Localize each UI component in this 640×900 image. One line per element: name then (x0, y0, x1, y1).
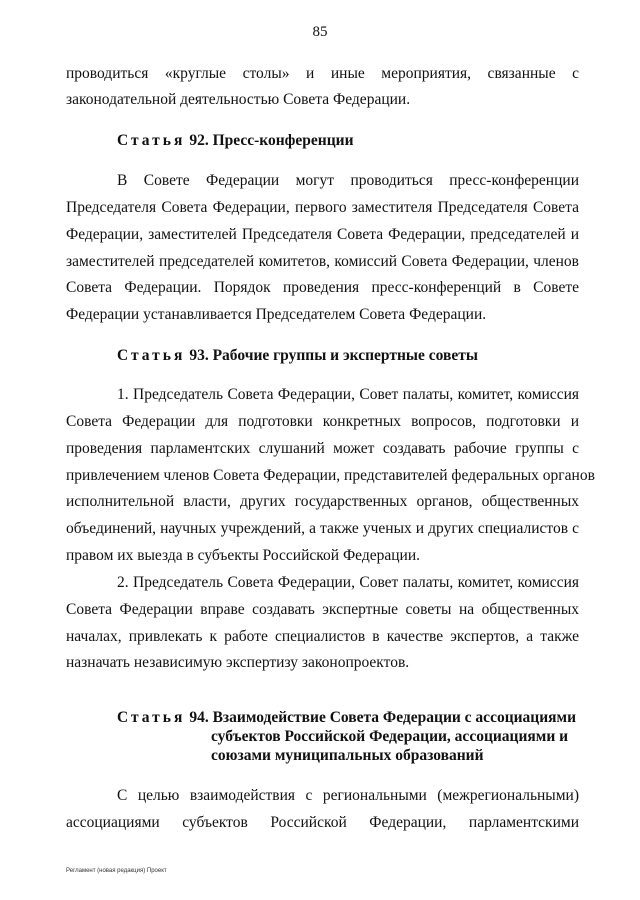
text-line: проводиться «круглые столы» и иные мероприятия, связанные с (66, 65, 579, 82)
text-line: объединений, научных учреждений, а также ученых и других специалистов с (66, 520, 579, 537)
text-line: началах, привлекать к работе специалистов в качестве экспертов, а также (66, 628, 579, 645)
footer-note: Регламент (новая редакция) Проект (66, 868, 167, 874)
text-line: Председателя Совета Федерации, первого заместителя Председателя Совета (66, 199, 579, 216)
text-line: Федерации устанавливается Председателем Совета Федерации. (66, 306, 487, 323)
text-line: законодательной деятельностью Совета Федерации. (66, 91, 411, 108)
text-line: ассоциациями субъектов Российской Федерации, парламентскими (66, 814, 579, 831)
article-word: Статья (117, 347, 186, 364)
article-93-title: 93. Рабочие группы и экспертные советы (189, 347, 478, 364)
article-94-title-line2: субъектов Российской Федерации, ассоциациями и (211, 728, 569, 745)
text-line: назначать независимую экспертизу законопроектов. (66, 654, 410, 671)
text-line: С целью взаимодействия с региональными (межрегиональными) (117, 787, 579, 804)
article-word: Статья (117, 132, 186, 149)
text-line: проведения парламентских слушаний может создавать рабочие группы с (66, 440, 579, 457)
text-line: заместителей председателей комитетов, комиссий Совета Федерации, членов (66, 253, 579, 270)
text-line: исполнительной власти, других государственных органов, общественных (66, 493, 579, 510)
text-line: 1. Председатель Совета Федерации, Совет палаты, комитет, комиссия (117, 386, 579, 403)
article-word: Статья (117, 709, 186, 726)
text-line: Федерации, заместителей Председателя Совета Федерации, председателей и (66, 226, 579, 243)
text-line: правом их выезда в субъекты Российской Федерации. (66, 547, 421, 564)
article-94-title-line3: союзами муниципальных образований (211, 747, 484, 764)
article-92-title: 92. Пресс-конференции (189, 132, 354, 149)
text-line: Совета Федерации. Порядок проведения пресс-конференций в Совете (66, 279, 579, 296)
text-line: Совета Федерации для подготовки конкретных вопросов, подготовки и (66, 413, 579, 430)
text-line: В Совете Федерации могут проводиться пресс-конференции (117, 172, 579, 189)
article-94-heading (117, 708, 576, 728)
text-line: привлечением членов Совета Федерации, представителей федеральных органов (66, 467, 595, 484)
text-line: Совета Федерации вправе создавать экспертные советы на общественных (66, 601, 579, 618)
page-number: 85 (312, 24, 328, 40)
article-92-heading (117, 131, 354, 151)
article-93-heading (117, 346, 478, 366)
article-94-title-line1: 94. Взаимодействие Совета Федерации с ассоциациями (189, 709, 577, 726)
text-line: 2. Председатель Совета Федерации, Совет палаты, комитет, комиссия (117, 574, 579, 591)
